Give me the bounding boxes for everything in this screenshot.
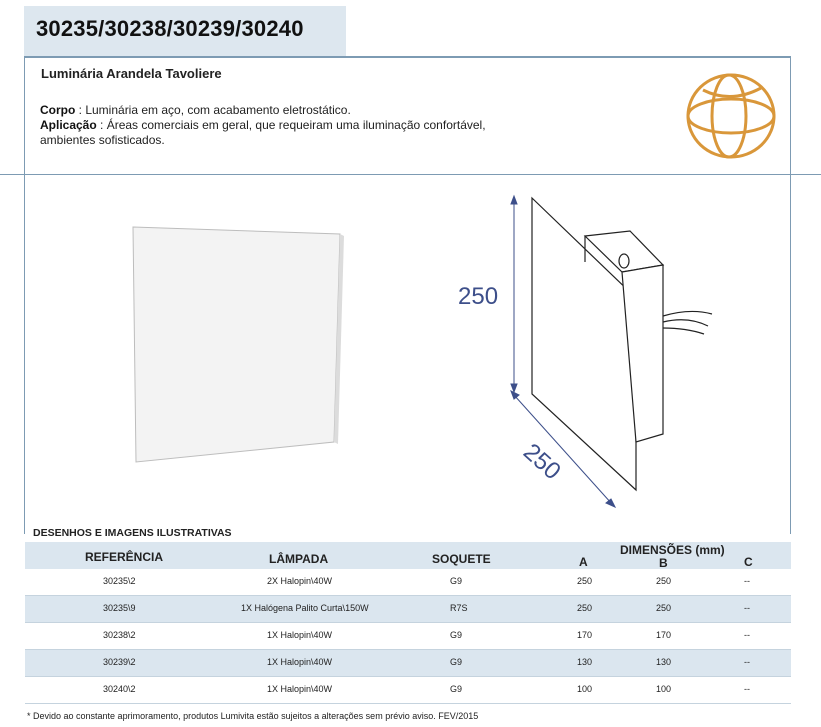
cell-c: --: [744, 630, 750, 640]
cell-soquete: G9: [450, 684, 463, 694]
spec-table: [25, 542, 791, 704]
corpo-text: : Luminária em aço, com acabamento eletrostático.: [75, 103, 351, 117]
header-a: A: [579, 555, 588, 569]
table-row: [25, 623, 791, 650]
divider: [0, 174, 821, 175]
product-description: [40, 103, 560, 148]
table-row: [25, 596, 791, 623]
cell-b: 250: [656, 576, 672, 586]
header-soquete: SOQUETE: [432, 552, 491, 566]
title-tab: [24, 6, 346, 56]
cell-referencia: 30235\2: [103, 576, 136, 586]
cell-lampada: 1X Halógena Palito Curta\150W: [241, 603, 369, 613]
cell-soquete: G9: [450, 576, 463, 586]
cell-referencia: 30235\9: [103, 603, 136, 613]
cell-a: 130: [577, 657, 593, 667]
header-dimensoes: DIMENSÕES (mm): [620, 543, 725, 557]
cell-c: --: [744, 684, 750, 694]
aplicacao-text-2: ambientes sofisticados.: [40, 133, 165, 147]
cell-lampada: 2X Halopin\40W: [267, 576, 333, 586]
cell-b: 250: [656, 603, 672, 613]
cell-a: 100: [577, 684, 593, 694]
product-name: Luminária Arandela Tavoliere: [41, 66, 222, 81]
header-referencia: REFERÊNCIA: [85, 550, 164, 564]
header-c: C: [744, 555, 753, 569]
cell-lampada: 1X Halopin\40W: [267, 657, 333, 667]
height-dimension-label: 250: [458, 283, 499, 310]
header-lampada: LÂMPADA: [269, 552, 329, 566]
cell-b: 170: [656, 630, 672, 640]
cell-referencia: 30240\2: [103, 684, 136, 694]
aplicacao-label: Aplicação: [40, 118, 97, 132]
header-b: B: [659, 556, 668, 570]
cell-b: 100: [656, 684, 672, 694]
section-caption: DESENHOS E IMAGENS ILUSTRATIVAS: [33, 527, 232, 539]
cell-a: 250: [577, 603, 593, 613]
cell-a: 250: [577, 576, 593, 586]
footnote: * Devido ao constante aprimoramento, produtos Lumivita estão sujeitos a alterações sem prévio aviso. FEV/2015: [27, 711, 479, 721]
product-drawing: [0, 176, 821, 526]
table-row: [25, 677, 791, 704]
cell-soquete: G9: [450, 657, 463, 667]
cell-c: --: [744, 657, 750, 667]
front-view-panel: [133, 227, 344, 462]
cell-lampada: 1X Halopin\40W: [267, 630, 333, 640]
table-row: [25, 650, 791, 677]
cell-c: --: [744, 576, 750, 586]
aplicacao-text: : Áreas comerciais em geral, que requeiram uma iluminação confortável,: [96, 118, 486, 132]
side-view-drawing: [532, 198, 712, 490]
cell-referencia: 30238\2: [103, 630, 136, 640]
globe-logo-icon: [683, 70, 779, 166]
table-header: [25, 542, 791, 569]
cell-a: 170: [577, 630, 593, 640]
corpo-label: Corpo: [40, 103, 76, 117]
page-title: 30235/30238/30239/30240: [36, 16, 304, 41]
cell-lampada: 1X Halopin\40W: [267, 684, 333, 694]
cell-b: 130: [656, 657, 672, 667]
cell-soquete: R7S: [450, 603, 468, 613]
cell-soquete: G9: [450, 630, 463, 640]
cell-c: --: [744, 603, 750, 613]
table-row: [25, 569, 791, 596]
cell-referencia: 30239\2: [103, 657, 136, 667]
depth-dimension-label: 250: [517, 438, 566, 486]
